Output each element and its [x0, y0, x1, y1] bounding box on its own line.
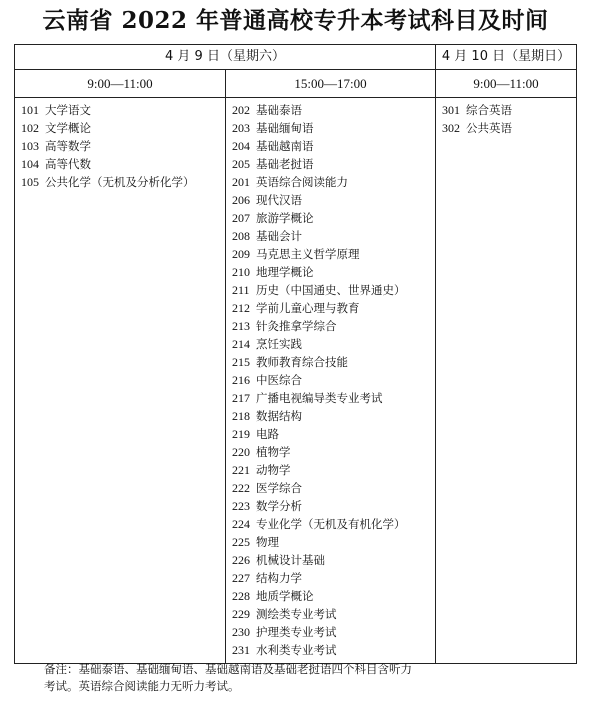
subject-item [21, 155, 195, 173]
session-time-morning-day2: 9:00—11:00 [473, 76, 539, 91]
subject-code: 231 [232, 643, 250, 657]
subject-name: 基础缅甸语 [256, 121, 314, 135]
subject-item [232, 497, 406, 515]
subject-name: 公共英语 [466, 121, 512, 135]
subject-name: 烹饪实践 [256, 337, 302, 351]
subject-name: 英语综合阅读能力 [256, 175, 348, 189]
subject-name: 基础会计 [256, 229, 302, 243]
subject-item [232, 551, 406, 569]
subject-code: 207 [232, 211, 250, 225]
subject-item [442, 101, 512, 119]
subject-code: 227 [232, 571, 250, 585]
subject-item [232, 173, 406, 191]
subject-item [232, 227, 406, 245]
day-divider [435, 45, 436, 663]
subject-name: 物理 [256, 535, 279, 549]
subject-item [232, 317, 406, 335]
subject-code: 102 [21, 121, 39, 135]
subject-name: 旅游学概论 [256, 211, 314, 225]
subject-name: 机械设计基础 [256, 553, 325, 567]
subject-code: 219 [232, 427, 250, 441]
subject-name: 基础老挝语 [256, 157, 314, 171]
subject-code: 225 [232, 535, 250, 549]
subject-name: 文学概论 [45, 121, 91, 135]
subject-item [232, 101, 406, 119]
subject-item [21, 137, 195, 155]
subject-code: 216 [232, 373, 250, 387]
subject-name: 数据结构 [256, 409, 302, 423]
subject-name: 数学分析 [256, 499, 302, 513]
subject-item [232, 641, 406, 659]
time-row-bottom-border [15, 97, 576, 98]
subject-name: 中医综合 [256, 373, 302, 387]
subject-item [442, 119, 512, 137]
subject-item [232, 191, 406, 209]
footnote [44, 661, 564, 695]
subject-code: 226 [232, 553, 250, 567]
subject-code: 230 [232, 625, 250, 639]
subject-name: 马克思主义哲学原理 [256, 247, 360, 261]
session-divider [225, 69, 226, 663]
subject-name: 动物学 [256, 463, 291, 477]
subject-code: 301 [442, 103, 460, 117]
subject-name: 护理类专业考试 [256, 625, 337, 639]
subject-code: 224 [232, 517, 250, 531]
subject-name: 测绘类专业考试 [256, 607, 337, 621]
subject-name: 综合英语 [466, 103, 512, 117]
day2-date-header: 4 月 10 日（星期日） [441, 49, 571, 64]
subject-item [21, 119, 195, 137]
subject-name: 基础泰语 [256, 103, 302, 117]
subject-list-day1-afternoon [232, 101, 406, 659]
subject-name: 大学语文 [45, 103, 91, 117]
subject-item [232, 407, 406, 425]
subject-name: 医学综合 [256, 481, 302, 495]
subject-name: 地理学概论 [256, 265, 314, 279]
subject-item [232, 623, 406, 641]
subject-name: 教师教育综合技能 [256, 355, 348, 369]
subject-code: 101 [21, 103, 39, 117]
subject-name: 学前儿童心理与教育 [256, 301, 360, 315]
subject-code: 209 [232, 247, 250, 261]
subject-name: 公共化学（无机及分析化学） [45, 175, 195, 189]
subject-name: 高等代数 [45, 157, 91, 171]
subject-code: 214 [232, 337, 250, 351]
subject-code: 204 [232, 139, 250, 153]
footnote-line-1: 备注：基础泰语、基础缅甸语、基础越南语及基础老挝语四个科目含听力 [44, 662, 412, 676]
day2-header-divider [435, 69, 576, 70]
subject-code: 222 [232, 481, 250, 495]
subject-item [232, 425, 406, 443]
subject-name: 历史（中国通史、世界通史） [256, 283, 406, 297]
subject-item [232, 155, 406, 173]
subject-item [232, 299, 406, 317]
subject-item [232, 137, 406, 155]
subject-code: 205 [232, 157, 250, 171]
day1-date-header: 4 月 9 日（星期六） [165, 49, 285, 64]
subject-name: 结构力学 [256, 571, 302, 585]
subject-item [21, 173, 195, 191]
subject-item [232, 263, 406, 281]
subject-item [232, 515, 406, 533]
document-title: 云南省 2022 年普通高校专升本考试科目及时间 [42, 7, 549, 34]
subject-code: 223 [232, 499, 250, 513]
subject-item [232, 353, 406, 371]
subject-name: 专业化学（无机及有机化学） [256, 517, 406, 531]
exam-schedule-table [14, 44, 577, 664]
subject-name: 电路 [256, 427, 279, 441]
subject-item [232, 245, 406, 263]
subject-code: 105 [21, 175, 39, 189]
subject-code: 218 [232, 409, 250, 423]
subject-item [232, 209, 406, 227]
subject-name: 基础越南语 [256, 139, 314, 153]
subject-name: 现代汉语 [256, 193, 302, 207]
subject-code: 229 [232, 607, 250, 621]
subject-item [232, 569, 406, 587]
session-time-afternoon-day1: 15:00—17:00 [294, 76, 367, 91]
subject-item [21, 101, 195, 119]
subject-code: 201 [232, 175, 250, 189]
subject-code: 206 [232, 193, 250, 207]
subject-item [232, 119, 406, 137]
subject-item [232, 479, 406, 497]
subject-list-day1-morning [21, 101, 195, 191]
subject-item [232, 371, 406, 389]
subject-code: 212 [232, 301, 250, 315]
subject-code: 217 [232, 391, 250, 405]
subject-code: 220 [232, 445, 250, 459]
subject-item [232, 461, 406, 479]
subject-item [232, 605, 406, 623]
subject-code: 203 [232, 121, 250, 135]
subject-code: 302 [442, 121, 460, 135]
subject-item [232, 533, 406, 551]
subject-code: 211 [232, 283, 250, 297]
subject-name: 针灸推拿学综合 [256, 319, 337, 333]
subject-list-day2-morning [442, 101, 512, 137]
subject-name: 广播电视编导类专业考试 [256, 391, 383, 405]
subject-name: 地质学概论 [256, 589, 314, 603]
subject-item [232, 281, 406, 299]
subject-code: 208 [232, 229, 250, 243]
subject-name: 植物学 [256, 445, 291, 459]
subject-name: 高等数学 [45, 139, 91, 153]
subject-code: 104 [21, 157, 39, 171]
subject-code: 202 [232, 103, 250, 117]
subject-code: 103 [21, 139, 39, 153]
subject-code: 228 [232, 589, 250, 603]
subject-name: 水利类专业考试 [256, 643, 337, 657]
subject-code: 213 [232, 319, 250, 333]
session-time-morning-day1: 9:00—11:00 [87, 76, 153, 91]
subject-item [232, 335, 406, 353]
subject-code: 221 [232, 463, 250, 477]
subject-code: 210 [232, 265, 250, 279]
subject-item [232, 389, 406, 407]
subject-item [232, 587, 406, 605]
footnote-line-2: 考试。英语综合阅读能力无听力考试。 [44, 679, 240, 693]
subject-code: 215 [232, 355, 250, 369]
subject-item [232, 443, 406, 461]
